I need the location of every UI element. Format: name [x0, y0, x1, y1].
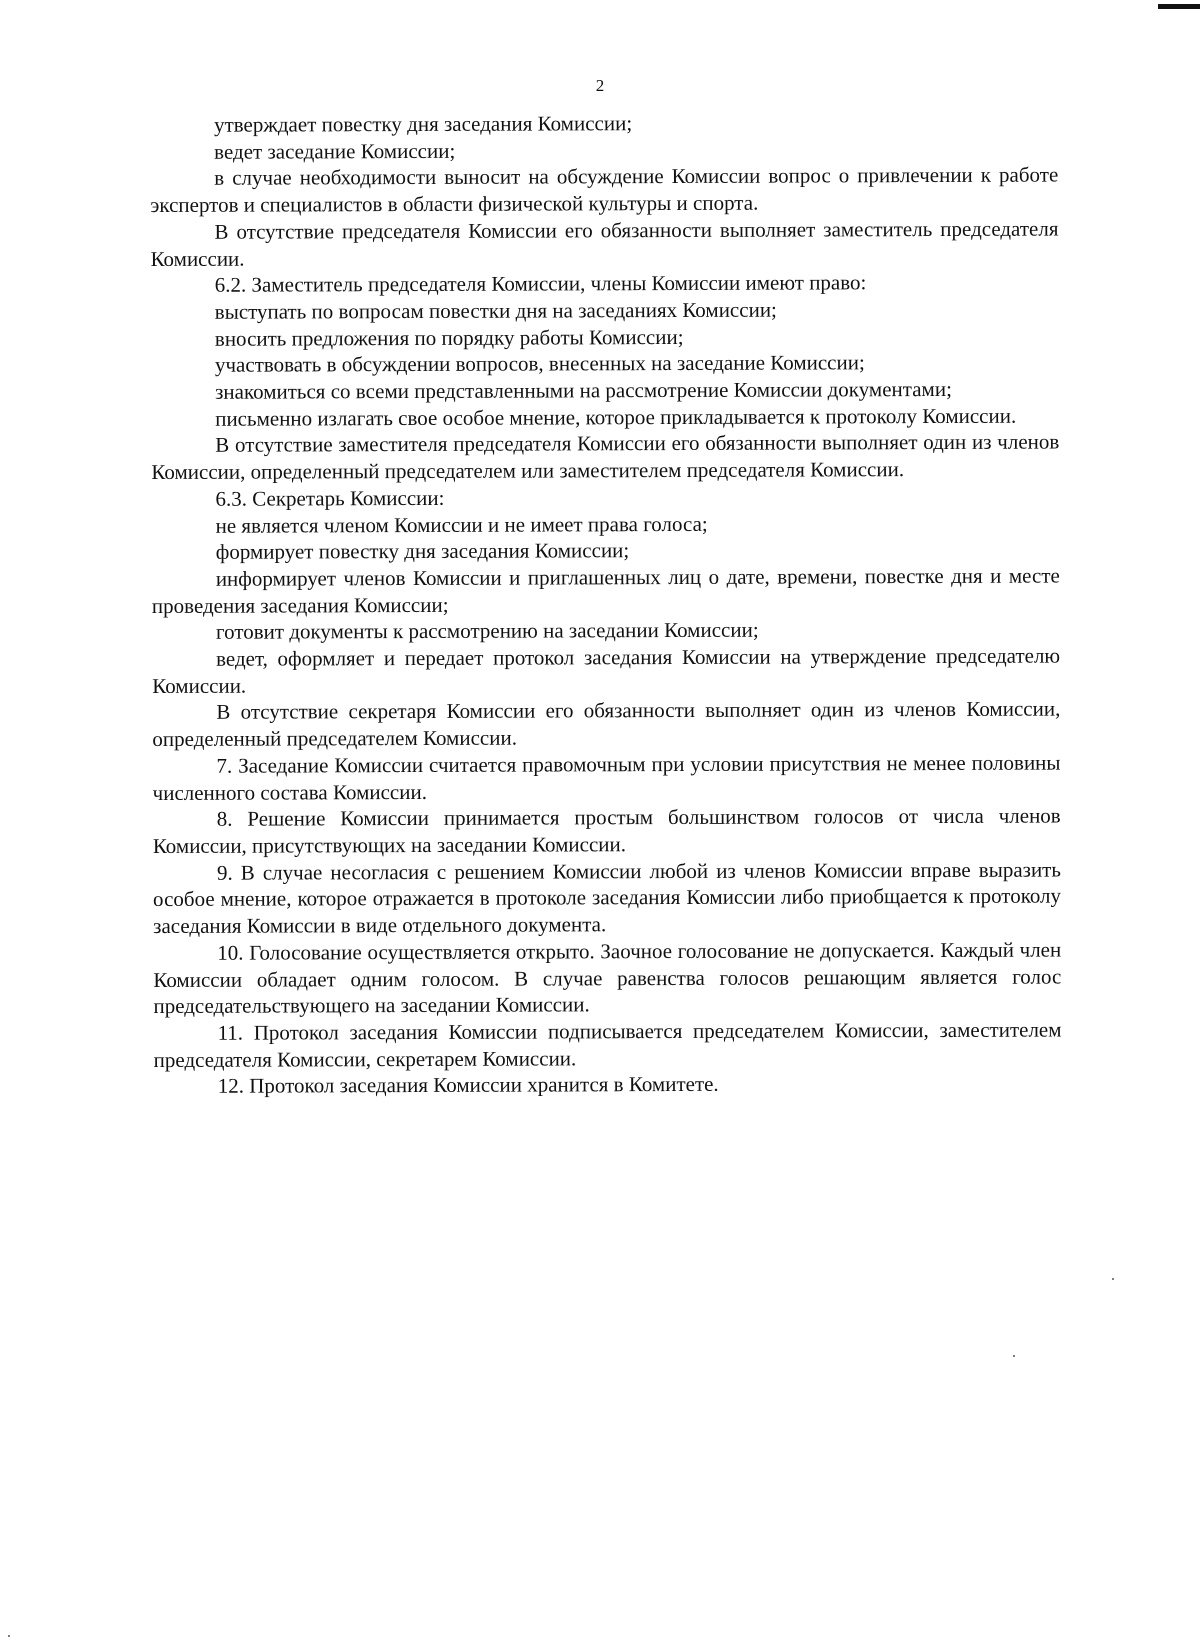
paragraph: утверждает повестку дня заседания Комиссии;	[214, 111, 633, 137]
paragraph: выступать по вопросам повестки дня на заседаниях Комиссии;	[214, 297, 777, 324]
paragraph: 11. Протокол заседания Комиссии подписывается председателем Комиссии, заместителем председателя Комиссии, секретарем Комиссии.	[153, 1017, 1062, 1072]
paragraph: 6.2. Заместитель председателя Комиссии, члены Комиссии имеют право:	[214, 270, 867, 297]
paragraph: В отсутствие заместителя председателя Комиссии его обязанности выполняет один из членов Комиссии, определенный председателем или заместителем председателя Комиссии.	[151, 429, 1060, 485]
page-number: 2	[595, 76, 605, 95]
paragraph: информирует членов Комиссии и приглашенных лиц о дате, времени, повестке дня и месте проведения заседания Комиссии;	[151, 563, 1060, 618]
paragraph: 6.3. Секретарь Комиссии:	[215, 485, 445, 511]
scan-edge-mark	[1158, 4, 1200, 9]
paragraph: формирует повестку дня заседания Комиссии;	[215, 538, 630, 565]
paragraph: 9. В случае несогласия с решением Комиссии любой из членов Комиссии вправе выразить особое мнение, которое отражается в протоколе заседания Комиссии либо приобщается к протоколу заседания Комиссии в виде отдельного документа.	[152, 857, 1062, 939]
paragraph: В отсутствие секретаря Комиссии его обязанности выполняет один из членов Комиссии, определенный председателем Комиссии.	[152, 696, 1061, 752]
paragraph: В отсутствие председателя Комиссии его обязанности выполняет заместитель председателя Комиссии.	[150, 216, 1059, 271]
document-body	[150, 109, 1062, 1100]
paragraph: не является членом Комиссии и не имеет права голоса;	[215, 511, 708, 538]
paragraph: вносить предложения по порядку работы Комиссии;	[214, 324, 684, 351]
paragraph: 7. Заседание Комиссии считается правомочным при условии присутствия не менее половины численного состава Комиссии.	[152, 750, 1061, 805]
paragraph: знакомиться со всеми представленными на рассмотрение Комиссии документами;	[215, 376, 952, 404]
paragraph: 10. Голосование осуществляется открыто. Заочное голосование не допускается. Каждый член Комиссии обладает одним голосом. В случае равенства голосов решающим является голос председательствующего на заседании Комиссии.	[153, 937, 1062, 1019]
paragraph: 12. Протокол заседания Комиссии хранится в Комитете.	[217, 1072, 719, 1099]
paragraph: ведет заседание Комиссии;	[214, 138, 456, 164]
scan-speck	[1112, 1278, 1114, 1280]
paragraph: участвовать в обсуждении вопросов, внесенных на заседание Комиссии;	[214, 350, 865, 378]
scan-speck	[8, 1635, 10, 1637]
paragraph: готовит документы к рассмотрению на заседании Комиссии;	[215, 618, 759, 645]
paragraph: в случае необходимости выносит на обсуждение Комиссии вопрос о привлечении к работе экспертов и специалистов в области физической культуры и спорта.	[150, 162, 1059, 218]
paragraph: 8. Решение Комиссии принимается простым большинством голосов от числа членов Комиссии, присутствующих на заседании Комиссии.	[152, 803, 1061, 858]
paragraph: ведет, оформляет и передает протокол заседания Комиссии на утверждение председателю Комиссии.	[152, 643, 1061, 698]
scan-speck	[1013, 1355, 1015, 1357]
paragraph: письменно излагать свое особое мнение, которое прикладывается к протоколу Комиссии.	[215, 403, 1017, 431]
